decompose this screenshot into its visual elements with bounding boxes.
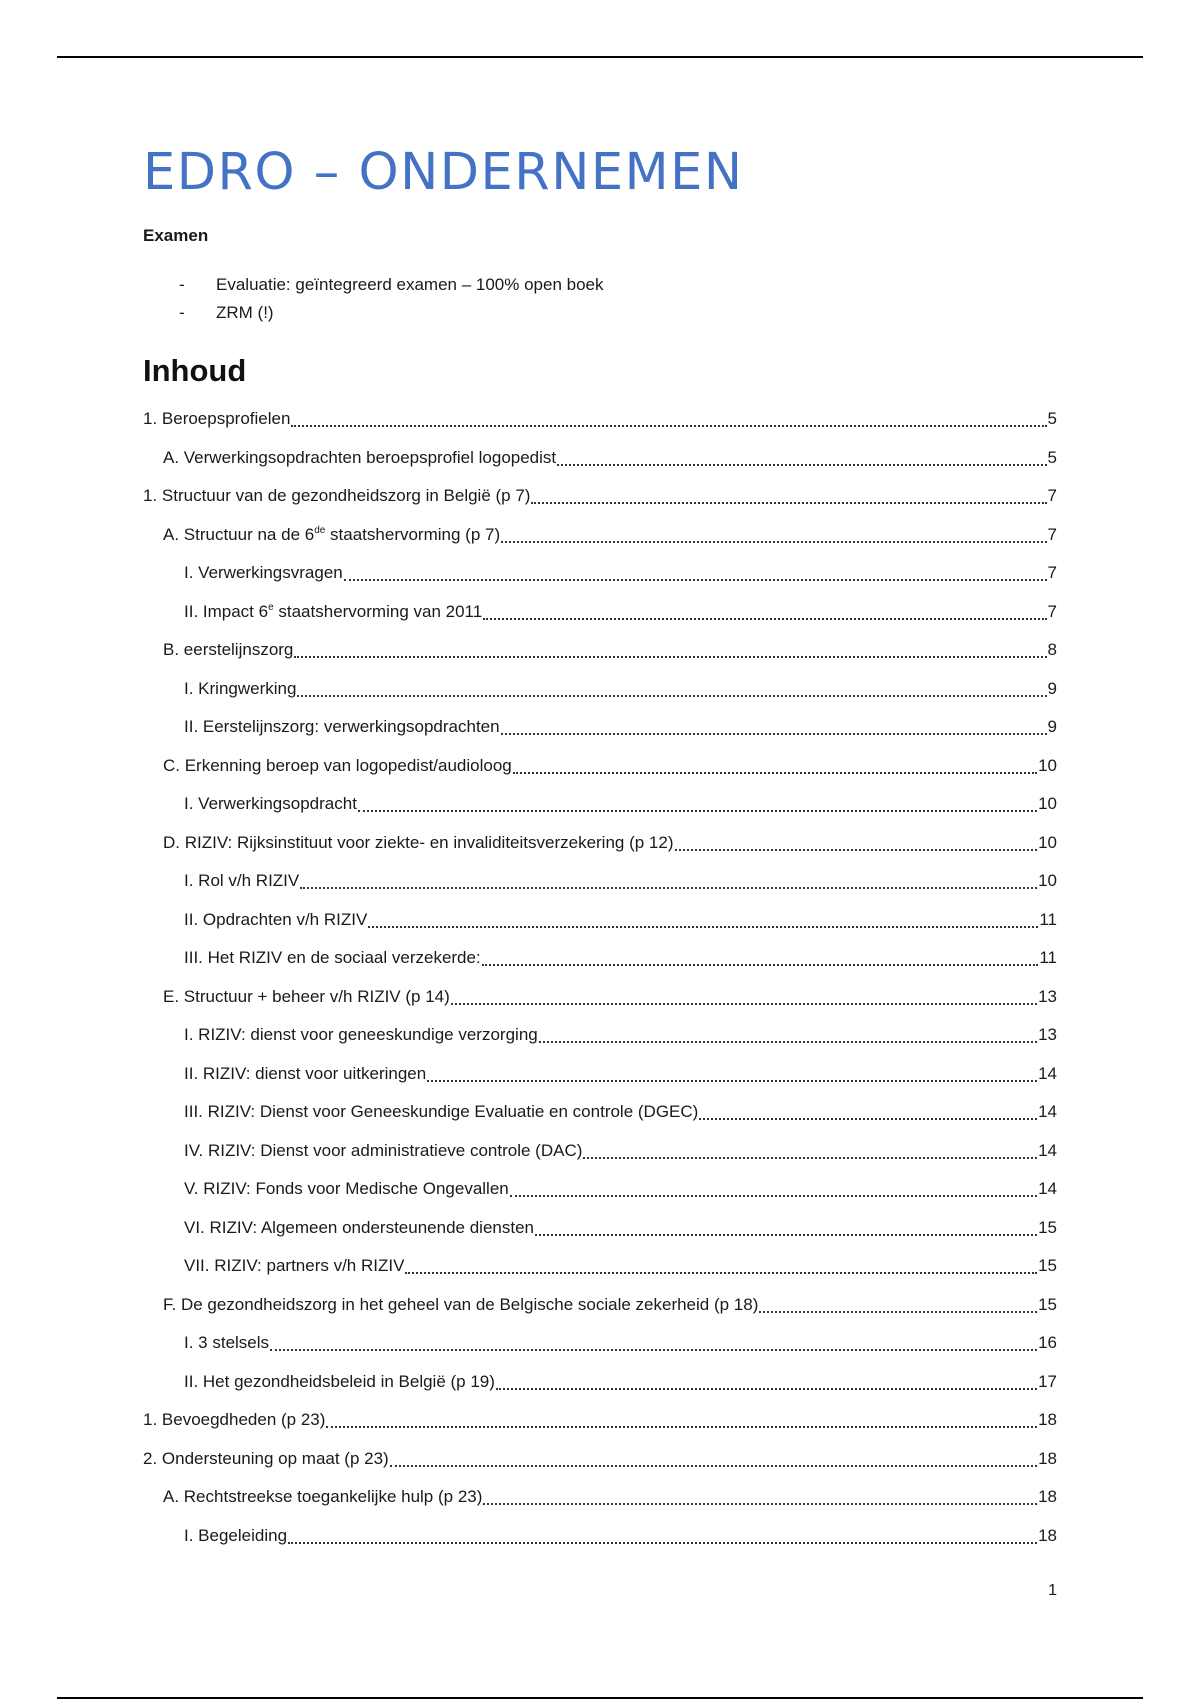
toc-entry-label[interactable]: [184, 1179, 509, 1199]
bullet-marker: -: [179, 275, 185, 294]
toc-entry-text: F. De gezondheidszorg in het geheel van de Belgische sociale zekerheid (p 18): [163, 1294, 759, 1314]
toc-entry-text: III. Het RIZIV en de sociaal verzekerde:: [184, 948, 481, 967]
toc-dot-leader: [300, 887, 1037, 889]
bullet-text: Evaluatie: geïntegreerd examen – 100% open boek: [216, 275, 604, 294]
toc-entry[interactable]: [143, 1517, 1057, 1555]
toc-entry-page: 14: [1038, 1179, 1057, 1198]
toc-entry-text: I. Verwerkingsvragen: [184, 563, 343, 582]
toc-entry-text: VI. RIZIV: Algemeen ondersteunende diensten: [184, 1217, 534, 1237]
toc-entry[interactable]: [143, 631, 1057, 669]
toc-dot-leader: [390, 1465, 1037, 1467]
toc-entry-page: 8: [1047, 640, 1057, 659]
toc-entry-page: 10: [1038, 794, 1057, 813]
toc-entry[interactable]: [143, 554, 1057, 592]
toc-entry-label[interactable]: [184, 910, 367, 930]
toc-entry-page: 15: [1038, 1294, 1057, 1314]
toc-entry-text: I. Kringwerking: [184, 678, 297, 698]
toc-entry-label[interactable]: [184, 1372, 495, 1392]
toc-dot-leader: [539, 1041, 1037, 1043]
toc-dot-leader: [501, 541, 1046, 543]
toc-entry-text: 2. Ondersteuning op maat (p 23): [143, 1448, 389, 1468]
toc-entry-label[interactable]: [143, 409, 290, 429]
toc-entry-label[interactable]: [143, 1449, 389, 1469]
toc-entry-text: V. RIZIV: Fonds voor Medische Ongevallen: [184, 1179, 509, 1198]
toc-entry-superscript: e: [268, 601, 274, 613]
toc-entry-page: 14: [1038, 1102, 1057, 1121]
toc-entry[interactable]: [143, 1055, 1057, 1093]
toc-dot-leader: [291, 425, 1046, 427]
toc-entry-label[interactable]: [163, 525, 500, 545]
toc-entry[interactable]: [143, 862, 1057, 900]
toc-entry[interactable]: [143, 785, 1057, 823]
toc-dot-leader: [427, 1080, 1037, 1082]
toc-dot-leader: [482, 964, 1039, 966]
toc-dot-leader: [405, 1272, 1037, 1274]
toc-dot-leader: [583, 1157, 1037, 1159]
toc-dot-leader: [483, 618, 1046, 620]
toc-entry-page: 5: [1047, 447, 1057, 467]
toc-entry-label[interactable]: [143, 486, 530, 506]
toc-entry-text: II. Impact 6: [184, 601, 269, 621]
toc-entry-label[interactable]: [184, 794, 357, 814]
toc-entry-label[interactable]: [163, 1295, 758, 1315]
toc-dot-leader: [759, 1311, 1037, 1313]
page-number: 1: [1048, 1582, 1057, 1599]
toc-entry-page: 7: [1047, 524, 1057, 544]
toc-entry-text: I. Verwerkingsopdracht: [184, 794, 357, 813]
toc-entry-page: 15: [1038, 1256, 1057, 1275]
toc-entry[interactable]: [143, 1401, 1057, 1439]
toc-entry-text: A. Verwerkingsopdrachten beroepsprofiel logopedist: [163, 447, 557, 467]
toc-dot-leader: [531, 502, 1046, 504]
toc-entry-label[interactable]: [184, 1333, 269, 1353]
toc-entry[interactable]: [143, 516, 1057, 554]
document-title: EDRO – ONDERNEMEN: [143, 143, 744, 202]
toc-entry-label[interactable]: [143, 1410, 325, 1430]
toc-entry[interactable]: [143, 747, 1057, 785]
toc-entry-label[interactable]: [184, 1141, 582, 1161]
toc-dot-leader: [270, 1349, 1037, 1351]
header-rule: [57, 56, 1143, 58]
toc-entry[interactable]: [143, 1093, 1057, 1131]
toc-dot-leader: [288, 1542, 1037, 1544]
toc-dot-leader: [344, 579, 1047, 581]
toc-dot-leader: [699, 1118, 1037, 1120]
toc-entry-text: B. eerstelijnszorg: [163, 640, 294, 659]
toc-entry-page: 10: [1038, 871, 1057, 890]
toc-dot-leader: [483, 1503, 1037, 1505]
toc-entry[interactable]: [143, 939, 1057, 977]
toc-entry-label[interactable]: [184, 1218, 534, 1238]
toc-dot-leader: [510, 1195, 1037, 1197]
toc-entry-page: 18: [1038, 1487, 1057, 1506]
toc-entry-page: 7: [1047, 563, 1057, 582]
toc-entry-label[interactable]: [163, 1487, 482, 1507]
toc-entry-label[interactable]: [184, 717, 500, 737]
toc-entry-label[interactable]: [163, 448, 556, 468]
toc-dot-leader: [326, 1426, 1037, 1428]
toc-entry-text: IV. RIZIV: Dienst voor administratieve controle (DAC): [184, 1140, 583, 1160]
toc-entry-text: I. RIZIV: dienst voor geneeskundige verzorging: [184, 1025, 538, 1044]
toc-entry[interactable]: [143, 1324, 1057, 1362]
toc-entry-page: 18: [1038, 1448, 1057, 1468]
toc-entry[interactable]: [143, 1247, 1057, 1285]
toc-entry-label[interactable]: [163, 756, 512, 776]
toc-entry[interactable]: [143, 1363, 1057, 1401]
toc-entry[interactable]: [143, 978, 1057, 1016]
toc-entry-page: 14: [1038, 1140, 1057, 1160]
exam-label: Examen: [143, 226, 209, 245]
toc-entry[interactable]: [143, 1440, 1057, 1478]
toc-dot-leader: [513, 772, 1037, 774]
toc-entry[interactable]: [143, 400, 1057, 438]
toc-entry-text: I. Rol v/h RIZIV: [184, 871, 300, 890]
toc-entry[interactable]: [143, 824, 1057, 862]
toc-entry-text-continued: staatshervorming van 2011: [273, 601, 483, 621]
toc-entry-label[interactable]: [184, 1526, 287, 1546]
toc-entry-label[interactable]: [163, 833, 674, 853]
toc-entry[interactable]: [143, 1170, 1057, 1208]
toc-entry-page: 15: [1038, 1217, 1057, 1237]
toc-entry-page: 9: [1047, 717, 1057, 736]
toc-entry-text-continued: staatshervorming (p 7): [325, 524, 501, 544]
toc-entry-text: VII. RIZIV: partners v/h RIZIV: [184, 1256, 405, 1275]
toc-entry-text: A. Rechtstreekse toegankelijke hulp (p 23): [163, 1487, 483, 1506]
toc-entry-text: I. Begeleiding: [184, 1525, 288, 1545]
toc-entry-label[interactable]: [163, 987, 450, 1007]
toc-entry-superscript: de: [314, 524, 326, 536]
toc-entry[interactable]: [143, 439, 1057, 477]
toc-entry-page: 10: [1038, 755, 1057, 775]
toc-entry-label[interactable]: [184, 1064, 426, 1084]
toc-dot-leader: [358, 810, 1037, 812]
toc-entry-page: 14: [1038, 1063, 1057, 1083]
toc-entry-page: 17: [1038, 1371, 1057, 1391]
toc-entry-text: C. Erkenning beroep van logopedist/audioloog: [163, 755, 512, 775]
toc-dot-leader: [501, 733, 1047, 735]
toc-dot-leader: [297, 695, 1046, 697]
toc-entry-text: E. Structuur + beheer v/h RIZIV (p 14): [163, 986, 450, 1006]
toc-entry-page: 5: [1047, 409, 1057, 428]
toc-entry-text: III. RIZIV: Dienst voor Geneeskundige Evaluatie en controle (DGEC): [184, 1102, 699, 1121]
bullet-text: ZRM (!): [216, 303, 274, 322]
toc-dot-leader: [557, 464, 1046, 466]
toc-entry[interactable]: [143, 1209, 1057, 1247]
toc-entry-page: 11: [1039, 948, 1057, 967]
toc-entry-label[interactable]: [184, 1256, 404, 1276]
toc-entry[interactable]: [143, 901, 1057, 939]
toc-entry[interactable]: [143, 670, 1057, 708]
toc-entry[interactable]: [143, 1286, 1057, 1324]
toc-entry-page: 10: [1038, 832, 1057, 852]
bullet-marker: -: [179, 303, 185, 322]
toc-entry-page: 18: [1038, 1525, 1057, 1545]
toc-dot-leader: [535, 1234, 1037, 1236]
toc-entry-text: II. Opdrachten v/h RIZIV: [184, 909, 368, 929]
toc-entry-label[interactable]: [184, 871, 299, 891]
toc-entry-page: 7: [1047, 601, 1057, 621]
toc-entry-label[interactable]: [184, 563, 343, 583]
toc-entry-label[interactable]: [184, 1102, 698, 1122]
toc-entry-label[interactable]: [184, 679, 296, 699]
toc-entry-page: 9: [1047, 678, 1057, 698]
toc-entry[interactable]: [143, 477, 1057, 515]
toc-entry-text: D. RIZIV: Rijksinstituut voor ziekte- en invaliditeitsverzekering (p 12): [163, 832, 674, 852]
toc-entry[interactable]: [143, 593, 1057, 631]
toc-entry-label[interactable]: [184, 1025, 538, 1045]
toc-entry-page: 13: [1038, 986, 1057, 1006]
toc-entry-text: 1. Bevoegdheden (p 23): [143, 1410, 326, 1429]
toc-entry[interactable]: [143, 1016, 1057, 1054]
toc-entry-text: II. Eerstelijnszorg: verwerkingsopdrachten: [184, 717, 500, 736]
toc-entry-text: 1. Structuur van de gezondheidszorg in België (p 7): [143, 486, 531, 505]
toc-entry-page: 7: [1047, 486, 1057, 505]
footer-rule: [57, 1697, 1143, 1699]
toc-dot-leader: [675, 849, 1038, 851]
toc-entry-page: 11: [1039, 909, 1057, 929]
toc-entry-page: 16: [1038, 1333, 1057, 1352]
toc-entry-label[interactable]: [184, 602, 482, 622]
toc-entry-label[interactable]: [184, 948, 481, 968]
toc-entry-page: 18: [1038, 1410, 1057, 1429]
toc-dot-leader: [368, 926, 1038, 928]
toc-entry[interactable]: [143, 1478, 1057, 1516]
toc-dot-leader: [294, 656, 1046, 658]
toc-entry[interactable]: [143, 1132, 1057, 1170]
toc-entry-text: A. Structuur na de 6: [163, 524, 315, 544]
toc-entry-text: I. 3 stelsels: [184, 1333, 270, 1352]
toc-entry-page: 13: [1038, 1025, 1057, 1044]
toc-entry-text: 1. Beroepsprofielen: [143, 409, 291, 428]
toc-entry-text: II. RIZIV: dienst voor uitkeringen: [184, 1063, 427, 1083]
toc-heading: Inhoud: [143, 353, 247, 388]
toc-entry[interactable]: [143, 708, 1057, 746]
toc-entry-label[interactable]: [163, 640, 293, 660]
toc-dot-leader: [451, 1003, 1037, 1005]
toc-dot-leader: [496, 1388, 1037, 1390]
toc-entry-text: II. Het gezondheidsbeleid in België (p 19): [184, 1371, 495, 1391]
